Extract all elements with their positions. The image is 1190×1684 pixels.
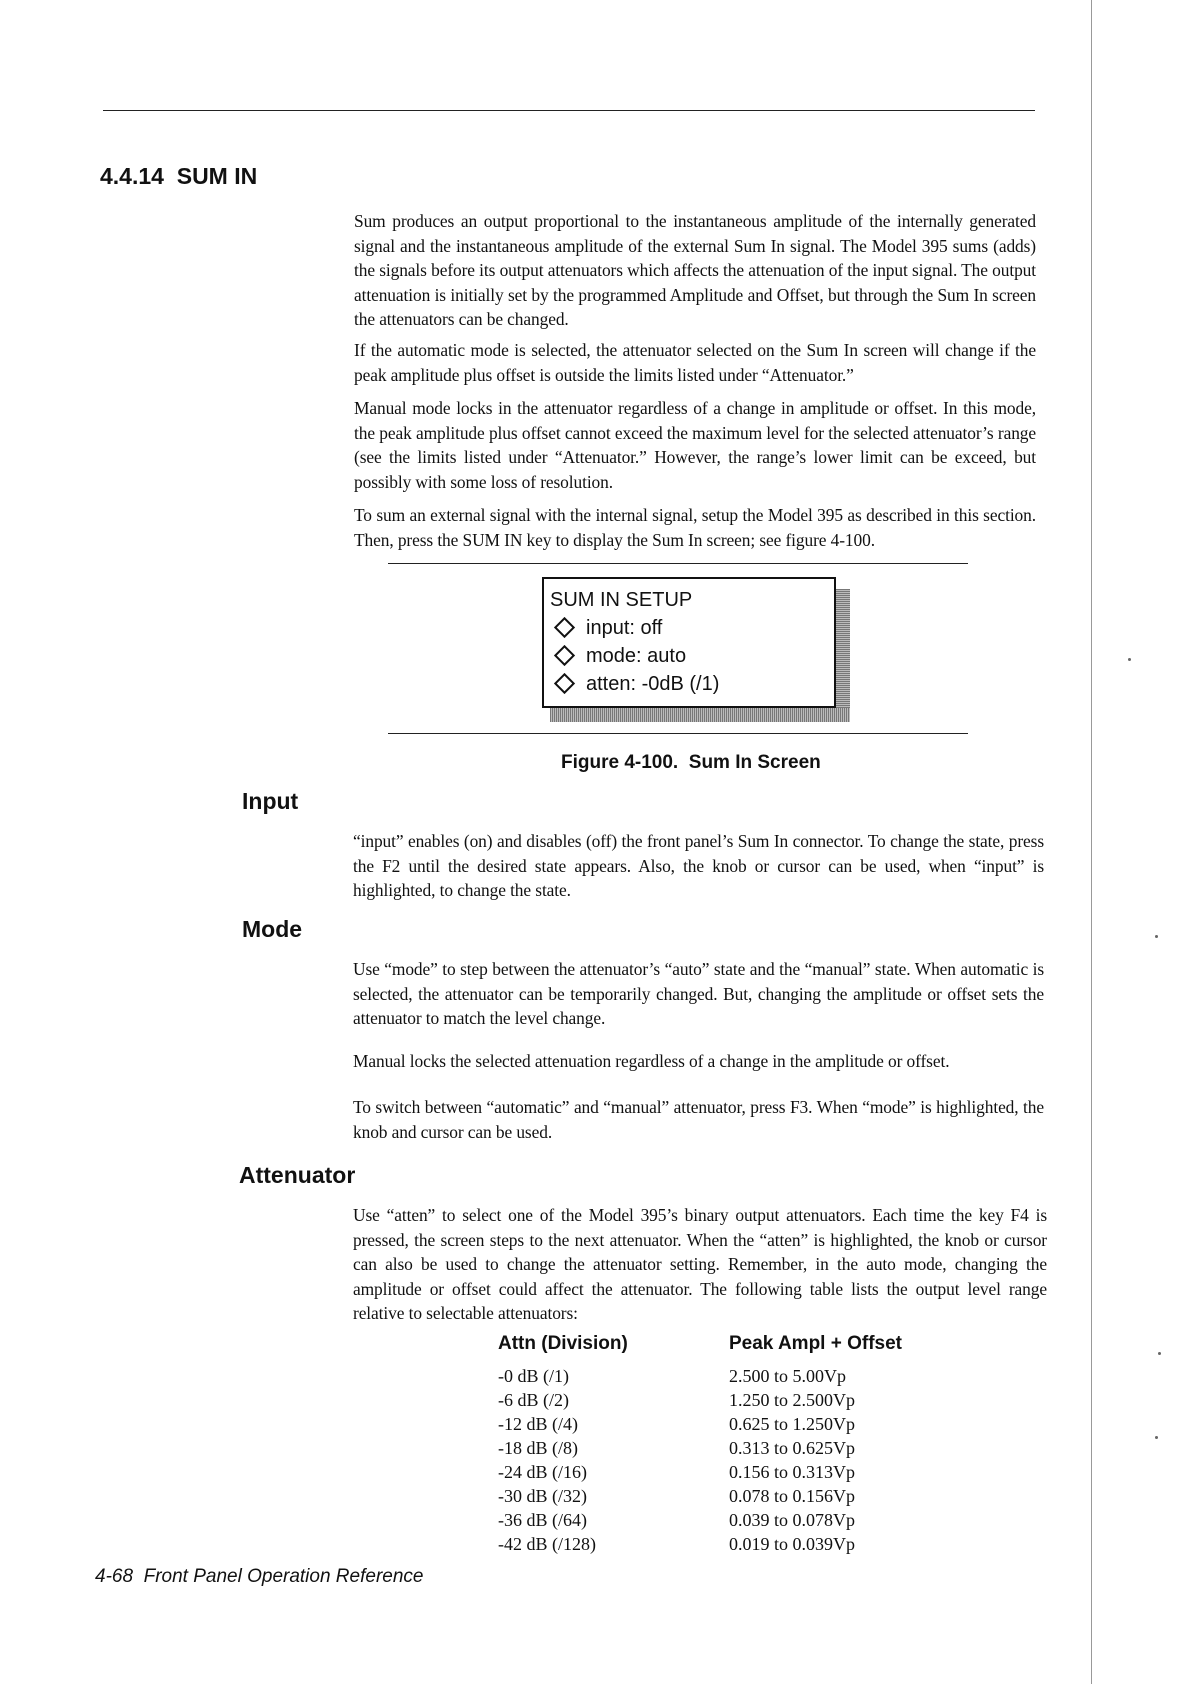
table-row	[498, 1460, 998, 1484]
intro-paragraph-4: To sum an external signal with the internal signal, setup the Model 395 as described in this section. Then, press the SUM IN key to display the Sum In screen; see figure 4-100.	[354, 505, 1036, 550]
table-row	[498, 1412, 998, 1436]
intro-paragraph-3: Manual mode locks in the attenuator regardless of a change in amplitude or offset. In this mode, the peak amplitude plus offset cannot exceed the maximum level for the selected attenuator’s range (see the limits listed under “Attenuator.” However, the range’s lower limit can be exceed, but possibly with some loss of resolution.	[354, 398, 1036, 492]
table-row	[498, 1364, 998, 1388]
section-title: SUM IN	[176, 163, 258, 189]
table-cell-peak: 0.078 to 0.156Vp	[729, 1486, 855, 1506]
table-row	[498, 1388, 998, 1412]
table-cell-attn: -6 dB (/2)	[498, 1390, 569, 1410]
figure-caption: Figure 4-100. Sum In Screen	[561, 752, 821, 773]
diamond-icon	[554, 617, 575, 638]
table-cell-attn: -0 dB (/1)	[498, 1366, 569, 1386]
table-cell-attn: -12 dB (/4)	[498, 1414, 578, 1434]
sum-in-screen-figure	[542, 577, 850, 722]
table-row	[498, 1508, 998, 1532]
table-row	[498, 1532, 998, 1556]
mode-paragraph-1: Use “mode” to step between the attenuator’s “auto” state and the “manual” state. When automatic is selected, the attenuator can be temporarily changed. But, changing the amplitude or offset sets the attenuator to match the level change.	[353, 959, 1044, 1028]
table-cell-attn: -42 dB (/128)	[498, 1534, 596, 1554]
footer-title: Front Panel Operation Reference	[143, 1566, 424, 1587]
scan-edge-line	[1091, 0, 1092, 1684]
input-heading: Input	[242, 788, 299, 814]
screen-line-atten: atten: -0dB (/1)	[550, 673, 719, 696]
table-row	[498, 1484, 998, 1508]
table-cell-attn: -24 dB (/16)	[498, 1462, 587, 1482]
table-cell-attn: -18 dB (/8)	[498, 1438, 578, 1458]
table-cell-peak: 0.313 to 0.625Vp	[729, 1438, 855, 1458]
mode-paragraph-2: Manual locks the selected attenuation regardless of a change in the amplitude or offset.	[353, 1051, 950, 1071]
screen-title: SUM IN SETUP	[550, 589, 693, 611]
table-header-attn: Attn (Division)	[498, 1333, 628, 1354]
screen-line-input: input: off	[550, 617, 662, 640]
figure-rule-bottom	[388, 733, 968, 734]
figure-rule-top	[388, 563, 968, 564]
page-footer	[95, 1566, 423, 1588]
table-cell-peak: 0.156 to 0.313Vp	[729, 1462, 855, 1482]
section-number: 4.4.14	[100, 163, 164, 189]
diamond-icon	[554, 645, 575, 666]
screen-shadow-bottom	[550, 708, 850, 722]
header-rule	[103, 110, 1035, 111]
mode-paragraph-3: To switch between “automatic” and “manual” attenuator, press F3. When “mode” is highlighted, the knob and cursor can be used.	[353, 1097, 1044, 1142]
table-cell-attn: -36 dB (/64)	[498, 1510, 587, 1530]
mode-heading: Mode	[242, 916, 303, 942]
scan-speck	[1128, 658, 1131, 661]
sum-in-screen	[542, 577, 836, 708]
input-paragraph: “input” enables (on) and disables (off) the front panel’s Sum In connector. To change the state, press the F2 until the desired state appears. Also, the knob or cursor can be used, when “input” is highlighted, to change the state.	[353, 831, 1044, 900]
intro-paragraph-2: If the automatic mode is selected, the attenuator selected on the Sum In screen will change if the peak amplitude plus offset is outside the limits listed under “Attenuator.”	[354, 340, 1036, 385]
screen-line-mode: mode: auto	[550, 645, 686, 668]
footer-page-number: 4-68	[95, 1566, 134, 1587]
section-heading	[100, 163, 257, 190]
table-cell-peak: 2.500 to 5.00Vp	[729, 1366, 846, 1386]
table-cell-attn: -30 dB (/32)	[498, 1486, 587, 1506]
table-body	[498, 1364, 998, 1556]
table-header-peak: Peak Ampl + Offset	[729, 1333, 902, 1354]
intro-paragraph-1: Sum produces an output proportional to the instantaneous amplitude of the internally generated signal and the instantaneous amplitude of the external Sum In signal. The Model 395 sums (adds) the signals before its output attenuators which affects the attenuation of the input signal. The output attenuation is initially set by the programmed Amplitude and Offset, but through the Sum In screen the attenuators can be changed.	[354, 211, 1036, 329]
attenuator-heading: Attenuator	[239, 1162, 356, 1188]
screen-shadow-right	[836, 589, 850, 722]
table-cell-peak: 0.019 to 0.039Vp	[729, 1534, 855, 1554]
scan-speck	[1155, 1436, 1158, 1439]
attenuator-paragraph: Use “atten” to select one of the Model 395’s binary output attenuators. Each time the key F4 is pressed, the screen steps to the next attenuator. When the “atten” is highlighted, the knob or cursor can also be used to change the attenuator setting. Remember, in the auto mode, changing the amplitude or offset could affect the attenuator. The following table lists the output level range relative to selectable attenuators:	[353, 1205, 1047, 1323]
scan-speck	[1158, 1352, 1161, 1355]
table-cell-peak: 0.625 to 1.250Vp	[729, 1414, 855, 1434]
diamond-icon	[554, 673, 575, 694]
table-row	[498, 1436, 998, 1460]
table-cell-peak: 1.250 to 2.500Vp	[729, 1390, 855, 1410]
table-cell-peak: 0.039 to 0.078Vp	[729, 1510, 855, 1530]
scan-speck	[1155, 935, 1158, 938]
